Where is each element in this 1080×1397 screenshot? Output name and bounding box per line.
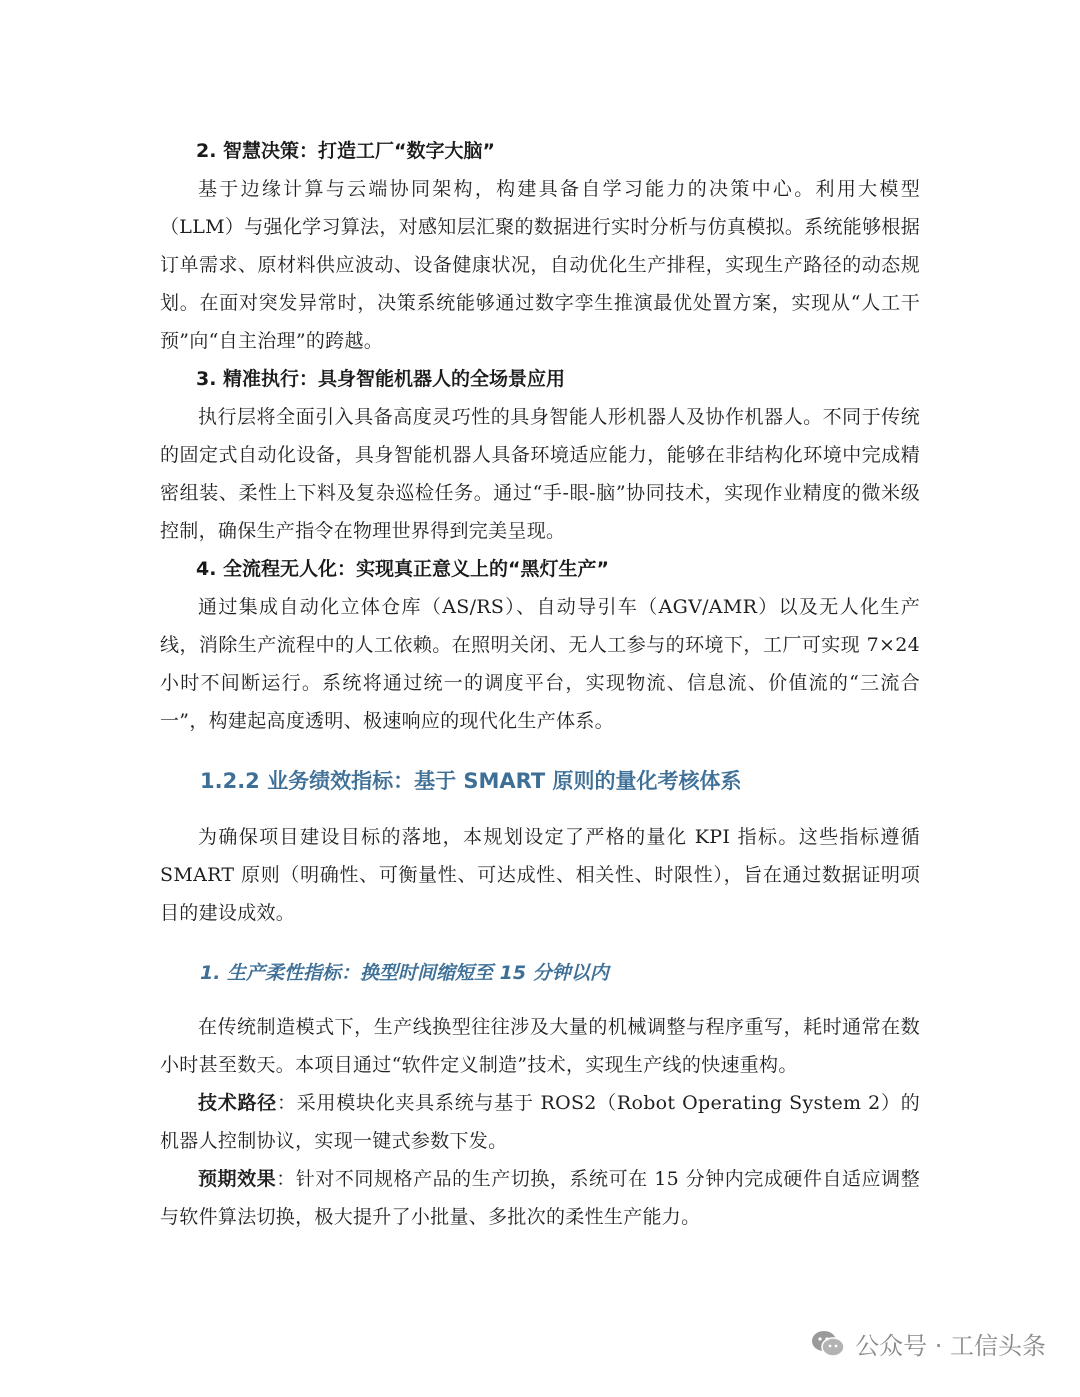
tech-path-label: 技术路径 <box>198 1092 277 1114</box>
section-3-paragraph: 执行层将全面引入具备高度灵巧性的具身智能人形机器人及协作机器人。不同于传统的固定式自动化设备，具身智能机器人具备环境适应能力，能够在非结构化环境中完成精密组装、柔性上下料及复杂巡检任务。通过“手-眼-脑”协同技术，实现作业精度的微米级控制，确保生产指令在物理世界得到完美呈现。 <box>160 406 920 542</box>
section-2-paragraph: 基于边缘计算与云端协同架构，构建具备自学习能力的决策中心。利用大模型（LLM）与强化学习算法，对感知层汇聚的数据进行实时分析与仿真模拟。系统能够根据订单需求、原材料供应波动、设备健康状况，自动优化生产排程，实现生产路径的动态规划。在面对突发异常时，决策系统能够通过数字孪生推演最优处置方案，实现从“人工干预”向“自主治理”的跨越。 <box>160 178 920 352</box>
kpi-section-heading: 1.2.2 业务绩效指标：基于 SMART 原则的量化考核体系 <box>200 769 742 793</box>
document-page <box>160 132 920 1236</box>
section-3-heading: 3. 精准执行：具身智能机器人的全场景应用 <box>196 368 566 390</box>
kpi-intro-paragraph: 为确保项目建设目标的落地，本规划设定了严格的量化 KPI 指标。这些指标遵循 SMART 原则（明确性、可衡量性、可达成性、相关性、时限性），旨在通过数据证明项目的建设成效。 <box>160 826 920 924</box>
wechat-icon <box>811 1329 845 1359</box>
kpi-sub1-paragraph: 在传统制造模式下，生产线换型往往涉及大量的机械调整与程序重写，耗时通常在数小时甚至数天。本项目通过“软件定义制造”技术，实现生产线的快速重构。 <box>160 1016 920 1076</box>
section-2-heading: 2. 智慧决策：打造工厂“数字大脑” <box>196 140 496 162</box>
watermark-text: 公众号 · 工信头条 <box>855 1332 1046 1360</box>
expected-effect-label: 预期效果 <box>198 1168 277 1190</box>
watermark <box>811 1326 1046 1361</box>
section-4-paragraph: 通过集成自动化立体仓库（AS/RS）、自动导引车（AGV/AMR）以及无人化生产线，消除生产流程中的人工依赖。在照明关闭、无人工参与的环境下，工厂可实现 7×24 小时不间断运行。系统将通过统一的调度平台，实现物流、信息流、价值流的“三流合一”，构建起高度透明、极速响应的现代化生产体系。 <box>160 596 920 732</box>
tech-path-paragraph <box>160 1084 920 1160</box>
expected-effect-paragraph <box>160 1160 920 1236</box>
tech-path-text: ：采用模块化夹具系统与基于 ROS2（Robot Operating System 2）的机器人控制协议，实现一键式参数下发。 <box>160 1092 921 1152</box>
section-4-heading: 4. 全流程无人化：实现真正意义上的“黑灯生产” <box>196 558 610 580</box>
kpi-sub-heading-1: 1. 生产柔性指标：换型时间缩短至 15 分钟以内 <box>200 962 609 984</box>
expected-effect-text: ：针对不同规格产品的生产切换，系统可在 15 分钟内完成硬件自适应调整与软件算法切换，极大提升了小批量、多批次的柔性生产能力。 <box>160 1168 921 1228</box>
